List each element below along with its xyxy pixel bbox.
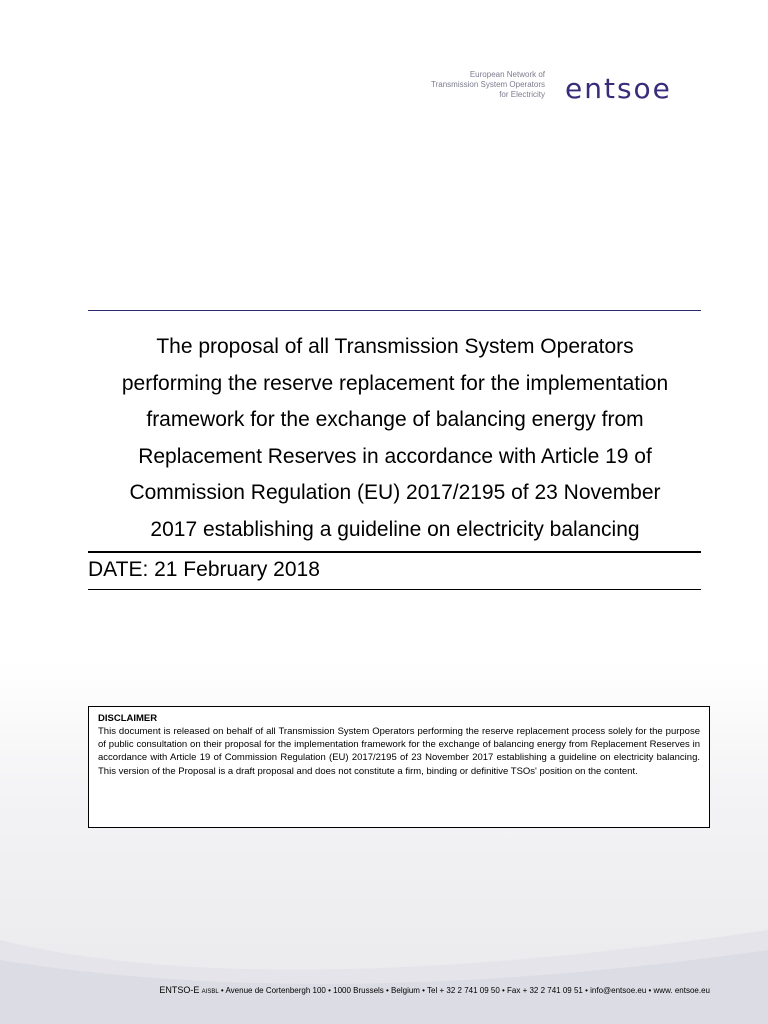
title-line: The proposal of all Transmission System Operators: [156, 335, 634, 358]
disclaimer-title: DISCLAIMER: [98, 713, 158, 724]
logo-tagline-line: for Electricity: [499, 90, 545, 99]
title-line: performing the reserve replacement for the implementation: [121, 371, 669, 395]
document-title: [80, 329, 710, 548]
footer-aisbl: AISBL: [201, 989, 219, 995]
logo-word-e: e: [652, 72, 672, 105]
background-swoosh: [0, 900, 768, 1024]
logo-e-mark: [653, 69, 672, 109]
title-line: framework for the exchange of balancing energy from: [146, 408, 644, 431]
title-line: 2017 establishing a guideline on electricity balancing: [150, 517, 640, 541]
logo-tagline: [410, 70, 545, 100]
title-bottom-rule: [88, 551, 701, 553]
title-top-rule: [88, 310, 701, 311]
title-line: Commission Regulation (EU) 2017/2195 of 23 November: [129, 481, 661, 504]
document-date: DATE: 21 February 2018: [88, 558, 320, 581]
logo-wordmark: [565, 69, 672, 109]
footer-contact: • Avenue de Cortenbergh 100 • 1000 Brussels • Belgium • Tel + 32 2 741 09 50 • Fax + 32 2 741 09 51 • info@entsoe.eu • www. entsoe.eu: [218, 986, 710, 995]
footer-address: [88, 984, 710, 998]
disclaimer-body: This document is released on behalf of all Transmission System Operators performing the reserve replacement process solely for the purpose of public consultation on their proposal for the implementation framework for the exchange of balancing energy from Replacement Reserves in accordance with Article 19 of Commission Regulation (EU) 2017/2195 of 23 November 2017 establishing a guideline on electricity balancing. This version of the Proposal is a draft proposal and does not constitute a firm, binding or definitive TSOs' position on the content.: [98, 726, 700, 777]
entsoe-logo: [410, 66, 720, 114]
logo-tagline-line: European Network of: [469, 70, 545, 79]
title-line: Replacement Reserves in accordance with Article 19 of: [138, 444, 652, 468]
logo-word-main: entso: [565, 72, 653, 105]
footer-org: ENTSO-E: [159, 985, 200, 995]
logo-tagline-line: Transmission System Operators: [431, 80, 545, 89]
date-bottom-rule: [88, 589, 701, 590]
disclaimer-box: [88, 706, 710, 828]
